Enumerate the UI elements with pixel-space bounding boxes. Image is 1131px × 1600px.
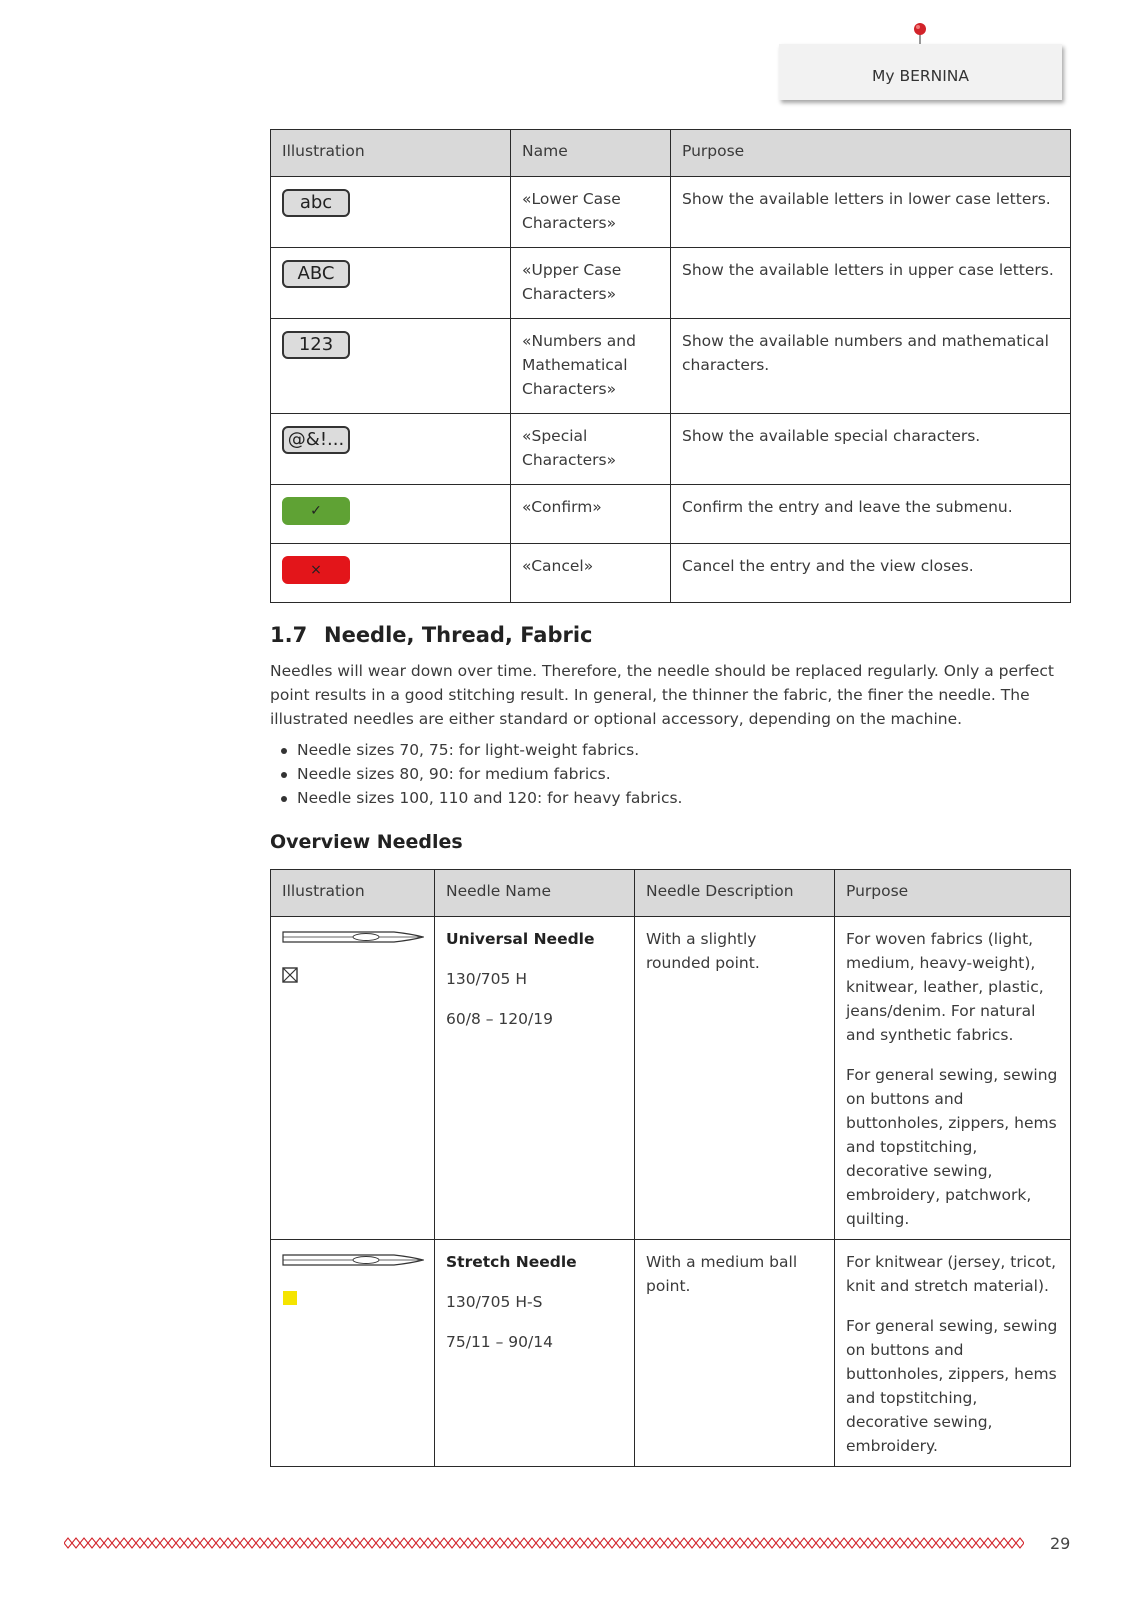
needle-name: Stretch Needle xyxy=(446,1253,577,1271)
needle-sizes: 60/8 – 120/19 xyxy=(446,1010,553,1028)
table-row xyxy=(271,485,1071,544)
overview-needles-heading: Overview Needles xyxy=(270,831,463,853)
table-row xyxy=(271,248,1071,319)
confirm-check-icon: ✓ xyxy=(282,497,350,525)
stitch-border-decoration xyxy=(64,1537,1024,1549)
needle-sizes: 75/11 – 90/14 xyxy=(446,1333,553,1351)
section-title-text: Needle, Thread, Fabric xyxy=(324,623,593,647)
table-row xyxy=(271,177,1071,248)
symbol-purpose: Show the available special characters. xyxy=(671,414,1071,485)
symbol-purpose: Show the available letters in upper case letters. xyxy=(671,248,1071,319)
symbol-name: «Special Characters» xyxy=(511,414,671,485)
section-title xyxy=(270,618,593,652)
symbol-purpose: Cancel the entry and the view closes. xyxy=(671,544,1071,603)
section-number: 1.7 xyxy=(270,623,308,647)
table-row xyxy=(271,1240,1071,1467)
column-header-purpose: Purpose xyxy=(671,130,1071,177)
table-row xyxy=(271,414,1071,485)
needle-purpose-fabrics: For woven fabrics (light, medium, heavy-weight), knitwear, leather, plastic, jeans/denim. For natural and synthetic fabrics. xyxy=(846,930,1044,1044)
needles-table-header xyxy=(271,870,1071,917)
column-header-needle-name: Needle Name xyxy=(435,870,635,917)
symbol-name: «Numbers and Mathematical Characters» xyxy=(511,319,671,414)
key-numbers-icon: 123 xyxy=(282,331,350,359)
needle-system: 130/705 H-S xyxy=(446,1293,543,1311)
needle-purpose-fabrics: For knitwear (jersey, tricot, knit and stretch material). xyxy=(846,1253,1057,1295)
needle-purpose-uses: For general sewing, sewing on buttons and buttonholes, zippers, hems and topstitching, decorative sewing, embroidery. xyxy=(846,1317,1058,1455)
key-uppercase-icon: ABC xyxy=(282,260,350,288)
column-header-illustration: Illustration xyxy=(271,870,435,917)
symbol-purpose: Confirm the entry and leave the submenu. xyxy=(671,485,1071,544)
symbol-purpose: Show the available letters in lower case letters. xyxy=(671,177,1071,248)
symbol-purpose: Show the available numbers and mathematical characters. xyxy=(671,319,1071,414)
needles-table xyxy=(270,869,1071,1467)
list-item: Needle sizes 70, 75: for light-weight fabrics. xyxy=(270,738,682,762)
symbols-table xyxy=(270,129,1071,603)
needle-size-list xyxy=(270,738,682,810)
column-header-needle-description: Needle Description xyxy=(635,870,835,917)
stretch-needle-icon xyxy=(282,1250,424,1270)
yellow-square-icon xyxy=(282,1290,298,1306)
needle-name: Universal Needle xyxy=(446,930,595,948)
needle-system: 130/705 H xyxy=(446,970,527,988)
key-lowercase-icon: abc xyxy=(282,189,350,217)
column-header-purpose: Purpose xyxy=(835,870,1071,917)
symbols-table-header xyxy=(271,130,1071,177)
needle-description: With a slightly rounded point. xyxy=(635,917,835,1240)
symbol-name: «Upper Case Characters» xyxy=(511,248,671,319)
header-tab-label: My BERNINA xyxy=(871,67,970,85)
cancel-x-icon: × xyxy=(282,556,350,584)
table-row xyxy=(271,319,1071,414)
column-header-name: Name xyxy=(511,130,671,177)
symbol-name: «Lower Case Characters» xyxy=(511,177,671,248)
table-row xyxy=(271,917,1071,1240)
column-header-illustration: Illustration xyxy=(271,130,511,177)
page-number: 29 xyxy=(1050,1534,1071,1553)
symbol-name: «Confirm» xyxy=(511,485,671,544)
table-row xyxy=(271,544,1071,603)
universal-needle-icon xyxy=(282,927,424,947)
list-item: Needle sizes 80, 90: for medium fabrics. xyxy=(270,762,682,786)
symbol-name: «Cancel» xyxy=(511,544,671,603)
needle-purpose-uses: For general sewing, sewing on buttons and buttonholes, zippers, hems and topstitching, decorative sewing, embroidery, patchwork, quilting. xyxy=(846,1066,1058,1228)
needle-description: With a medium ball point. xyxy=(635,1240,835,1467)
section-intro: Needles will wear down over time. Therefore, the needle should be replaced regularly. Only a perfect point results in a good stitching result. In general, the thinner the fabric, the finer the needle. The illustrated needles are either standard or optional accessory, depending on the machine. xyxy=(270,662,1054,728)
key-special-icon: @&!... xyxy=(282,426,350,454)
list-item: Needle sizes 100, 110 and 120: for heavy fabrics. xyxy=(270,786,682,810)
header-tab xyxy=(779,44,1062,100)
crossed-box-icon xyxy=(282,967,298,983)
